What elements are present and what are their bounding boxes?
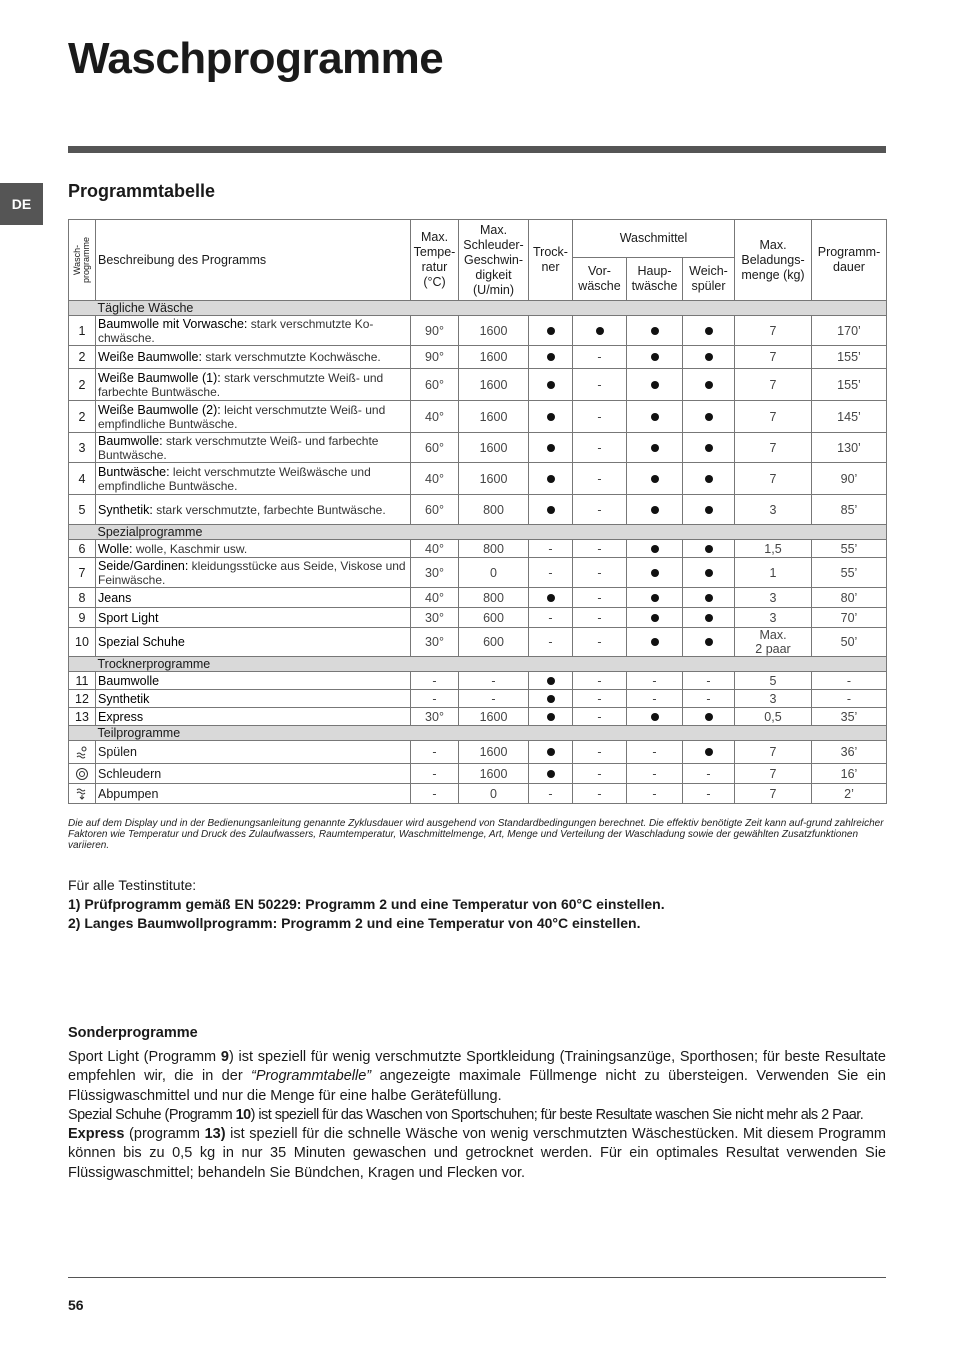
table-row xyxy=(69,608,887,628)
prewash-cell: - xyxy=(573,588,627,608)
sport-light-paragraph xyxy=(68,1048,886,1106)
softener-cell xyxy=(683,741,735,764)
program-number: 11 xyxy=(69,672,96,690)
bullet-icon xyxy=(547,353,555,361)
bullet-icon xyxy=(651,545,659,553)
program-number: 8 xyxy=(69,588,96,608)
category-label: Teilprogramme xyxy=(96,726,887,741)
bullet-icon xyxy=(651,444,659,452)
program-number: 5 xyxy=(69,495,96,525)
softener-cell: - xyxy=(683,764,735,784)
language-tab: DE xyxy=(0,183,43,225)
bullet-icon xyxy=(547,695,555,703)
header-spin-speed: Max. Schleuder- Geschwin- digkeit (U/min) xyxy=(459,220,529,301)
bullet-icon xyxy=(651,713,659,721)
duration-cell: 155’ xyxy=(812,369,887,401)
bullet-icon xyxy=(547,770,555,778)
bullet-icon xyxy=(705,638,713,646)
prewash-cell: - xyxy=(573,784,627,804)
dryer-cell xyxy=(529,690,573,708)
max-load-cell: 7 xyxy=(735,433,812,463)
duration-cell: 90’ xyxy=(812,463,887,495)
table-row xyxy=(69,764,887,784)
dryer-cell xyxy=(529,316,573,346)
header-mainwash: Haup- twäsche xyxy=(627,258,683,301)
program-number: 10 xyxy=(69,628,96,657)
softener-cell xyxy=(683,708,735,726)
testing-line-2: 2) Langes Baumwollprogramm: Programm 2 und eine Temperatur von 40°C einstellen. xyxy=(68,915,641,931)
duration-cell: 145’ xyxy=(812,401,887,433)
softener-cell xyxy=(683,628,735,657)
temperature-cell: 40° xyxy=(411,463,459,495)
prewash-cell: - xyxy=(573,558,627,588)
duration-cell: 85’ xyxy=(812,495,887,525)
mainwash-cell xyxy=(627,558,683,588)
bullet-icon xyxy=(705,506,713,514)
duration-cell: 2’ xyxy=(812,784,887,804)
table-row xyxy=(69,401,887,433)
mainwash-cell xyxy=(627,346,683,369)
mainwash-cell: - xyxy=(627,690,683,708)
text-part: (programm xyxy=(124,1126,205,1143)
header-max-load: Max. Beladungs- menge (kg) xyxy=(735,220,812,301)
table-row xyxy=(69,495,887,525)
spin-icon xyxy=(71,767,93,781)
spin-speed-cell: 1600 xyxy=(459,708,529,726)
footnote: Die auf dem Display und in der Bedienungsanleitung genannte Zyklusdauer wird ausgehend von Standardbedingungen berechnet. Die effektiv benötigte Zeit kann auf-grund zahlreicher Faktoren wie Temperatur und Druck des Zulaufwassers, Raumtemperatur, Waschmittelmenge, Art, Menge und Verteilung der Waschladung sowie der gewählten Zusatzfunktionen variieren. xyxy=(68,818,884,851)
text-part: ist speziell für die schnelle Wäsche von wenig verschmutzten Wäschestücken. Mit diesem Programm können bis zu 0,5 kg in nur 35 Minuten gewaschen und getrocknet werden. Für ein optimales Resultat verwenden Sie Flüssigwaschmittel; behandeln Sie Bündchen, Kragen und Flecken vor. xyxy=(68,1126,886,1181)
text-part: angezeigte maximale Füllmenge nicht zu übersteigen. Verwenden Sie ein Flüssigwaschmittel und nur die Menge für eine halbe Gerätefüllung. xyxy=(68,1068,887,1104)
program-number: 13 xyxy=(69,708,96,726)
section-title: Programmtabelle xyxy=(68,181,216,201)
bullet-icon xyxy=(705,594,713,602)
dryer-cell xyxy=(529,495,573,525)
temperature-cell: 60° xyxy=(411,433,459,463)
table-row xyxy=(69,463,887,495)
bullet-icon xyxy=(547,381,555,389)
max-load-cell: 7 xyxy=(735,346,812,369)
softener-cell: - xyxy=(683,672,735,690)
prewash-cell: - xyxy=(573,708,627,726)
bullet-icon xyxy=(651,327,659,335)
softener-cell xyxy=(683,540,735,558)
duration-cell: 16’ xyxy=(812,764,887,784)
temperature-cell: - xyxy=(411,784,459,804)
softener-cell xyxy=(683,316,735,346)
page-number: 56 xyxy=(68,1297,84,1313)
bullet-icon xyxy=(705,327,713,335)
bullet-icon xyxy=(651,475,659,483)
duration-cell: 130’ xyxy=(812,433,887,463)
bullet-icon xyxy=(547,475,555,483)
temperature-cell: 40° xyxy=(411,401,459,433)
text-part: ) ist speziell für das Waschen von Sportschuhen; für beste Resultate waschen Sie nicht mehr als 2 Paar. xyxy=(250,1106,864,1123)
special-shoes-paragraph xyxy=(68,1106,886,1125)
dryer-cell xyxy=(529,741,573,764)
prewash-cell: - xyxy=(573,433,627,463)
program-description: Express xyxy=(96,708,411,726)
program-description: Baumwolle mit Vorwasche: stark verschmutzte Ko-chwäsche. xyxy=(96,316,411,346)
drain-icon xyxy=(71,787,93,801)
bullet-icon xyxy=(705,545,713,553)
program-description: Spezial Schuhe xyxy=(96,628,411,657)
spin-speed-cell: 1600 xyxy=(459,401,529,433)
program-description: Weiße Baumwolle (1): stark verschmutzte Weiß- und farbechte Buntwäsche. xyxy=(96,369,411,401)
duration-cell: 50’ xyxy=(812,628,887,657)
category-spacer xyxy=(69,726,96,741)
program-description: Synthetik xyxy=(96,690,411,708)
duration-cell: 36’ xyxy=(812,741,887,764)
program-description: Jeans xyxy=(96,588,411,608)
spin-speed-cell: 1600 xyxy=(459,741,529,764)
bullet-icon xyxy=(705,475,713,483)
program-description: Weiße Baumwolle (2): leicht verschmutzte Weiß- und empfindliche Buntwäsche. xyxy=(96,401,411,433)
softener-cell xyxy=(683,608,735,628)
spin-speed-cell: 800 xyxy=(459,495,529,525)
dryer-cell: - xyxy=(529,558,573,588)
header-duration: Programm- dauer xyxy=(812,220,887,301)
prewash-cell: - xyxy=(573,495,627,525)
mainwash-cell: - xyxy=(627,741,683,764)
program-description: Seide/Gardinen: kleidungsstücke aus Seide, Viskose und Feinwäsche. xyxy=(96,558,411,588)
dryer-cell xyxy=(529,369,573,401)
softener-cell xyxy=(683,369,735,401)
prewash-cell: - xyxy=(573,346,627,369)
prewash-cell: - xyxy=(573,401,627,433)
dryer-cell: - xyxy=(529,784,573,804)
text-part: (Programm xyxy=(138,1049,221,1065)
program-description: Buntwäsche: leicht verschmutzte Weißwäsche und empfindliche Buntwäsche. xyxy=(96,463,411,495)
text-part: ) ist speziell für wenig verschmutzte Sportkleidung (Trainingsanzüge, Sporthosen; für beste Resultate empfehlen wir, die in der xyxy=(68,1049,886,1085)
program-description: Schleudern xyxy=(96,764,411,784)
category-label: Trocknerprogramme xyxy=(96,657,887,672)
spin-speed-cell: 1600 xyxy=(459,369,529,401)
rinse-icon xyxy=(71,745,93,759)
program-number: 6 xyxy=(69,540,96,558)
footer-rule xyxy=(68,1277,886,1278)
bullet-icon xyxy=(651,569,659,577)
express-paragraph xyxy=(68,1125,886,1183)
max-load-cell: 7 xyxy=(735,784,812,804)
bullet-icon xyxy=(547,413,555,421)
page-title: Waschprogramme xyxy=(68,34,444,83)
program-number: 2 xyxy=(69,346,96,369)
mainwash-cell xyxy=(627,628,683,657)
bullet-icon xyxy=(651,381,659,389)
header-softener: Weich- spüler xyxy=(683,258,735,301)
dryer-cell: - xyxy=(529,540,573,558)
text-part: (Programm xyxy=(161,1106,236,1123)
program-number: 7 xyxy=(69,558,96,588)
bullet-icon xyxy=(705,381,713,389)
mainwash-cell xyxy=(627,495,683,525)
prewash-cell: - xyxy=(573,608,627,628)
table-row xyxy=(69,558,887,588)
prewash-cell: - xyxy=(573,369,627,401)
max-load-cell: 7 xyxy=(735,764,812,784)
program-number: 9 xyxy=(220,1049,229,1065)
prewash-cell: - xyxy=(573,463,627,495)
dryer-cell xyxy=(529,708,573,726)
testing-intro: Für alle Testinstitute: xyxy=(68,877,197,893)
program-description: Abpumpen xyxy=(96,784,411,804)
temperature-cell: 30° xyxy=(411,608,459,628)
temperature-cell: 90° xyxy=(411,316,459,346)
header-program: Wasch- programme xyxy=(69,220,96,301)
header-prewash: Vor- wäsche xyxy=(573,258,627,301)
max-load-cell: 3 xyxy=(735,608,812,628)
category-spacer xyxy=(69,525,96,540)
mainwash-cell xyxy=(627,401,683,433)
header-temperature: Max. Tempe- ratur (°C) xyxy=(411,220,459,301)
prewash-cell: - xyxy=(573,690,627,708)
table-row xyxy=(69,628,887,657)
program-number: 9 xyxy=(69,608,96,628)
spin-speed-cell: 800 xyxy=(459,540,529,558)
dryer-cell xyxy=(529,346,573,369)
table-row xyxy=(69,369,887,401)
temperature-cell: - xyxy=(411,741,459,764)
bullet-icon xyxy=(705,614,713,622)
program-description: Baumwolle: stark verschmutzte Weiß- und farbechte Buntwäsche. xyxy=(96,433,411,463)
softener-cell xyxy=(683,433,735,463)
program-table-body xyxy=(69,301,887,804)
max-load-cell: 0,5 xyxy=(735,708,812,726)
program-number: 2 xyxy=(69,369,96,401)
temperature-cell: - xyxy=(411,672,459,690)
max-load-cell: 1 xyxy=(735,558,812,588)
bullet-icon xyxy=(547,594,555,602)
header-detergent: Waschmittel xyxy=(573,220,735,258)
softener-cell: - xyxy=(683,784,735,804)
program-description: Sport Light xyxy=(96,608,411,628)
dryer-cell xyxy=(529,401,573,433)
category-spacer xyxy=(69,657,96,672)
mainwash-cell: - xyxy=(627,672,683,690)
bullet-icon xyxy=(651,594,659,602)
mainwash-cell xyxy=(627,463,683,495)
max-load-cell: 3 xyxy=(735,495,812,525)
dryer-cell xyxy=(529,463,573,495)
program-description: Weiße Baumwolle: stark verschmutzte Kochwäsche. xyxy=(96,346,411,369)
softener-cell xyxy=(683,401,735,433)
program-number: 12 xyxy=(69,690,96,708)
table-row xyxy=(69,588,887,608)
temperature-cell: 60° xyxy=(411,495,459,525)
mainwash-cell xyxy=(627,316,683,346)
bullet-icon xyxy=(547,748,555,756)
mainwash-cell xyxy=(627,540,683,558)
max-load-cell: 7 xyxy=(735,401,812,433)
category-row xyxy=(69,525,887,540)
header-dryer: Trock- ner xyxy=(529,220,573,301)
dryer-cell xyxy=(529,588,573,608)
dryer-cell xyxy=(529,764,573,784)
softener-cell xyxy=(683,495,735,525)
prewash-cell: - xyxy=(573,672,627,690)
max-load-cell: 3 xyxy=(735,690,812,708)
prewash-cell: - xyxy=(573,628,627,657)
temperature-cell: 90° xyxy=(411,346,459,369)
category-row xyxy=(69,726,887,741)
spin-speed-cell: 800 xyxy=(459,588,529,608)
spin-speed-cell: 1600 xyxy=(459,463,529,495)
program-number: 1 xyxy=(69,316,96,346)
mainwash-cell xyxy=(627,369,683,401)
category-row xyxy=(69,301,887,316)
spin-speed-cell: 600 xyxy=(459,628,529,657)
dryer-cell: - xyxy=(529,608,573,628)
bullet-icon xyxy=(547,713,555,721)
program-number: 3 xyxy=(69,433,96,463)
max-load-cell: 7 xyxy=(735,463,812,495)
program-number: 13) xyxy=(204,1126,226,1143)
bullet-icon xyxy=(596,327,604,335)
program-description: Wolle: wolle, Kaschmir usw. xyxy=(96,540,411,558)
duration-cell: 70’ xyxy=(812,608,887,628)
prewash-cell: - xyxy=(573,764,627,784)
category-row xyxy=(69,657,887,672)
program-description: Baumwolle xyxy=(96,672,411,690)
temperature-cell: 30° xyxy=(411,558,459,588)
softener-cell xyxy=(683,588,735,608)
duration-cell: 155’ xyxy=(812,346,887,369)
duration-cell: - xyxy=(812,672,887,690)
temperature-cell: 40° xyxy=(411,588,459,608)
table-row xyxy=(69,433,887,463)
rinse-icon-cell xyxy=(69,741,96,764)
program-number: 4 xyxy=(69,463,96,495)
special-shoes-name: Spezial Schuhe xyxy=(68,1106,162,1123)
category-spacer xyxy=(69,301,96,316)
temperature-cell: - xyxy=(411,764,459,784)
sport-light-name: Sport Light xyxy=(68,1049,139,1065)
program-description: Spülen xyxy=(96,741,411,764)
mainwash-cell: - xyxy=(627,764,683,784)
table-row xyxy=(69,741,887,764)
mainwash-cell xyxy=(627,708,683,726)
table-reference: “Programmtabelle” xyxy=(251,1068,372,1085)
bullet-icon xyxy=(705,748,713,756)
max-load-cell: 7 xyxy=(735,316,812,346)
spin-speed-cell: - xyxy=(459,672,529,690)
table-row xyxy=(69,690,887,708)
spin-speed-cell: 1600 xyxy=(459,316,529,346)
bullet-icon xyxy=(705,569,713,577)
softener-cell xyxy=(683,558,735,588)
spin-speed-cell: 1600 xyxy=(459,433,529,463)
prewash-cell: - xyxy=(573,741,627,764)
max-load-cell: Max. 2 paar xyxy=(735,628,812,657)
special-programs-text xyxy=(68,1048,886,1183)
temperature-cell: 30° xyxy=(411,628,459,657)
temperature-cell: 40° xyxy=(411,540,459,558)
table-row xyxy=(69,316,887,346)
bullet-icon xyxy=(651,638,659,646)
temperature-cell: 30° xyxy=(411,708,459,726)
drain-icon-cell xyxy=(69,784,96,804)
duration-cell: - xyxy=(812,690,887,708)
table-row xyxy=(69,672,887,690)
dryer-cell xyxy=(529,672,573,690)
header-description: Beschreibung des Programms xyxy=(96,220,411,301)
bullet-icon xyxy=(651,506,659,514)
bullet-icon xyxy=(547,506,555,514)
mainwash-cell: - xyxy=(627,784,683,804)
max-load-cell: 3 xyxy=(735,588,812,608)
table-row xyxy=(69,346,887,369)
spin-speed-cell: - xyxy=(459,690,529,708)
program-description: Synthetik: stark verschmutzte, farbechte Buntwäsche. xyxy=(96,495,411,525)
max-load-cell: 7 xyxy=(735,369,812,401)
program-table xyxy=(68,219,887,804)
mainwash-cell xyxy=(627,433,683,463)
temperature-cell: 60° xyxy=(411,369,459,401)
duration-cell: 55’ xyxy=(812,540,887,558)
bullet-icon xyxy=(651,413,659,421)
category-label: Spezialprogramme xyxy=(96,525,887,540)
bullet-icon xyxy=(705,713,713,721)
bullet-icon xyxy=(705,444,713,452)
spin-speed-cell: 600 xyxy=(459,608,529,628)
bullet-icon xyxy=(705,353,713,361)
spin-speed-cell: 1600 xyxy=(459,346,529,369)
prewash-cell xyxy=(573,316,627,346)
spin-icon-cell xyxy=(69,764,96,784)
program-number: 10 xyxy=(235,1106,251,1123)
bullet-icon xyxy=(547,444,555,452)
dryer-cell xyxy=(529,433,573,463)
express-name: Express xyxy=(68,1126,125,1143)
max-load-cell: 7 xyxy=(735,741,812,764)
dryer-cell: - xyxy=(529,628,573,657)
table-row xyxy=(69,540,887,558)
table-row xyxy=(69,784,887,804)
testing-notes xyxy=(68,876,886,933)
prewash-cell: - xyxy=(573,540,627,558)
bullet-icon xyxy=(705,413,713,421)
bullet-icon xyxy=(651,353,659,361)
table-row xyxy=(69,708,887,726)
mainwash-cell xyxy=(627,588,683,608)
bullet-icon xyxy=(651,614,659,622)
duration-cell: 35’ xyxy=(812,708,887,726)
duration-cell: 80’ xyxy=(812,588,887,608)
duration-cell: 170’ xyxy=(812,316,887,346)
program-number: 2 xyxy=(69,401,96,433)
category-label: Tägliche Wäsche xyxy=(96,301,887,316)
softener-cell xyxy=(683,346,735,369)
testing-line-1: 1) Prüfprogramm gemäß EN 50229: Programm 2 und eine Temperatur von 60°C einstellen. xyxy=(68,896,665,912)
mainwash-cell xyxy=(627,608,683,628)
bullet-icon xyxy=(547,677,555,685)
softener-cell xyxy=(683,463,735,495)
spin-speed-cell: 0 xyxy=(459,784,529,804)
max-load-cell: 5 xyxy=(735,672,812,690)
max-load-cell: 1,5 xyxy=(735,540,812,558)
special-programs-heading: Sonderprogramme xyxy=(68,1025,198,1041)
softener-cell: - xyxy=(683,690,735,708)
temperature-cell: - xyxy=(411,690,459,708)
spin-speed-cell: 0 xyxy=(459,558,529,588)
duration-cell: 55’ xyxy=(812,558,887,588)
spin-speed-cell: 1600 xyxy=(459,764,529,784)
bullet-icon xyxy=(547,327,555,335)
title-rule xyxy=(68,146,886,153)
